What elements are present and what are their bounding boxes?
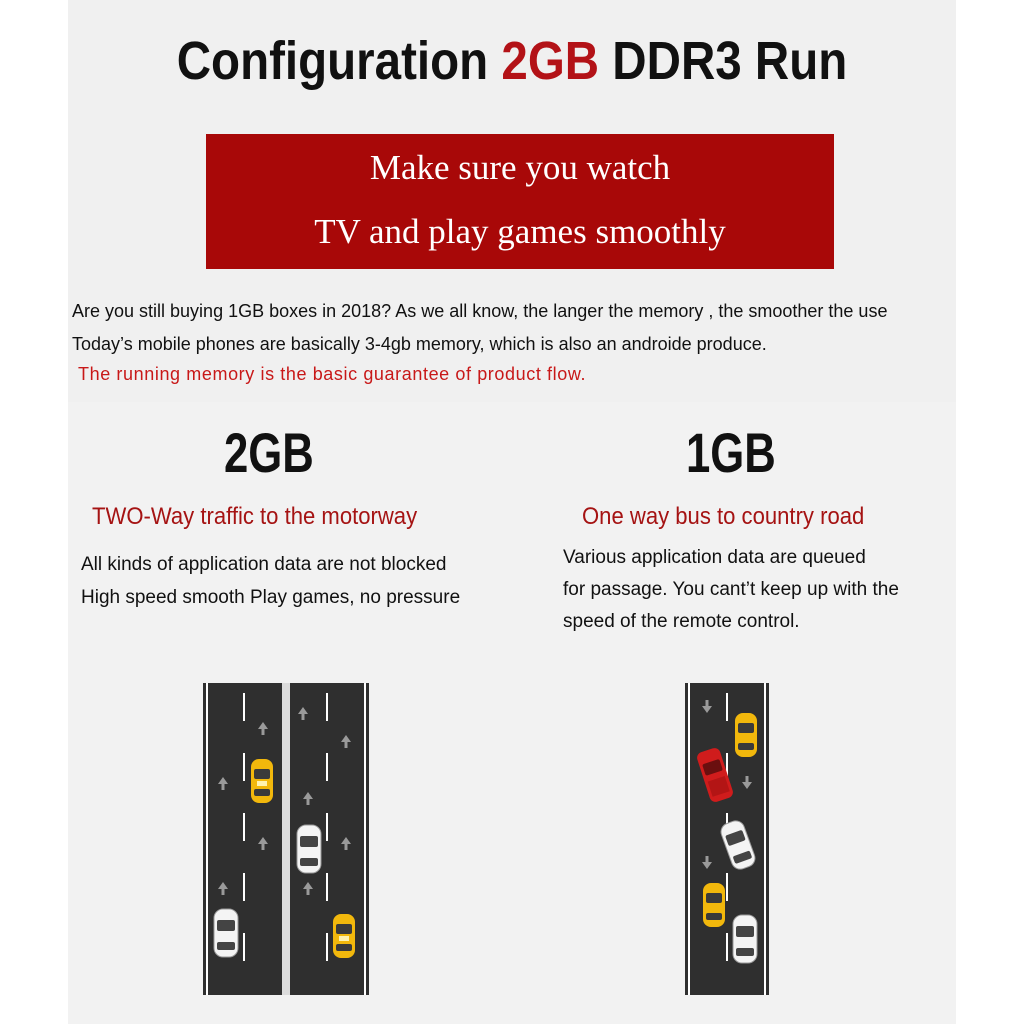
right-heading: 1GB <box>686 421 776 484</box>
left-heading: 2GB <box>224 421 314 484</box>
title-accent: 2GB <box>501 31 600 91</box>
left-desc-1: All kinds of application data are not blocked <box>81 554 447 575</box>
red-banner <box>206 134 834 269</box>
left-subtitle: TWO-Way traffic to the motorway <box>92 503 418 530</box>
title-part-3: DDR3 Run <box>599 31 848 91</box>
intro-line-1: Are you still buying 1GB boxes in 2018? As we all know, the langer the memory , the smoother the use <box>72 301 888 321</box>
banner-line-2: TV and play games smoothly <box>314 212 726 251</box>
single-lane-road-icon <box>685 683 769 995</box>
left-desc-2: High speed smooth Play games, no pressure <box>81 587 461 608</box>
right-desc-3: speed of the remote control. <box>563 611 800 632</box>
right-subtitle: One way bus to country road <box>582 503 865 530</box>
intro-line-2: Today’s mobile phones are basically 3-4gb memory, which is also an androide produce. <box>72 334 767 354</box>
page-title <box>61 30 962 92</box>
right-desc-2: for passage. You cant’t keep up with the <box>563 579 899 600</box>
banner-line-1: Make sure you watch <box>369 148 671 187</box>
title-part-1: Configuration <box>176 31 502 91</box>
intro-highlight: The running memory is the basic guarantee of product flow. <box>78 364 587 384</box>
comparison-panel <box>68 402 956 1024</box>
two-lane-road-icon <box>203 683 369 995</box>
right-desc-1: Various application data are queued <box>563 547 866 568</box>
